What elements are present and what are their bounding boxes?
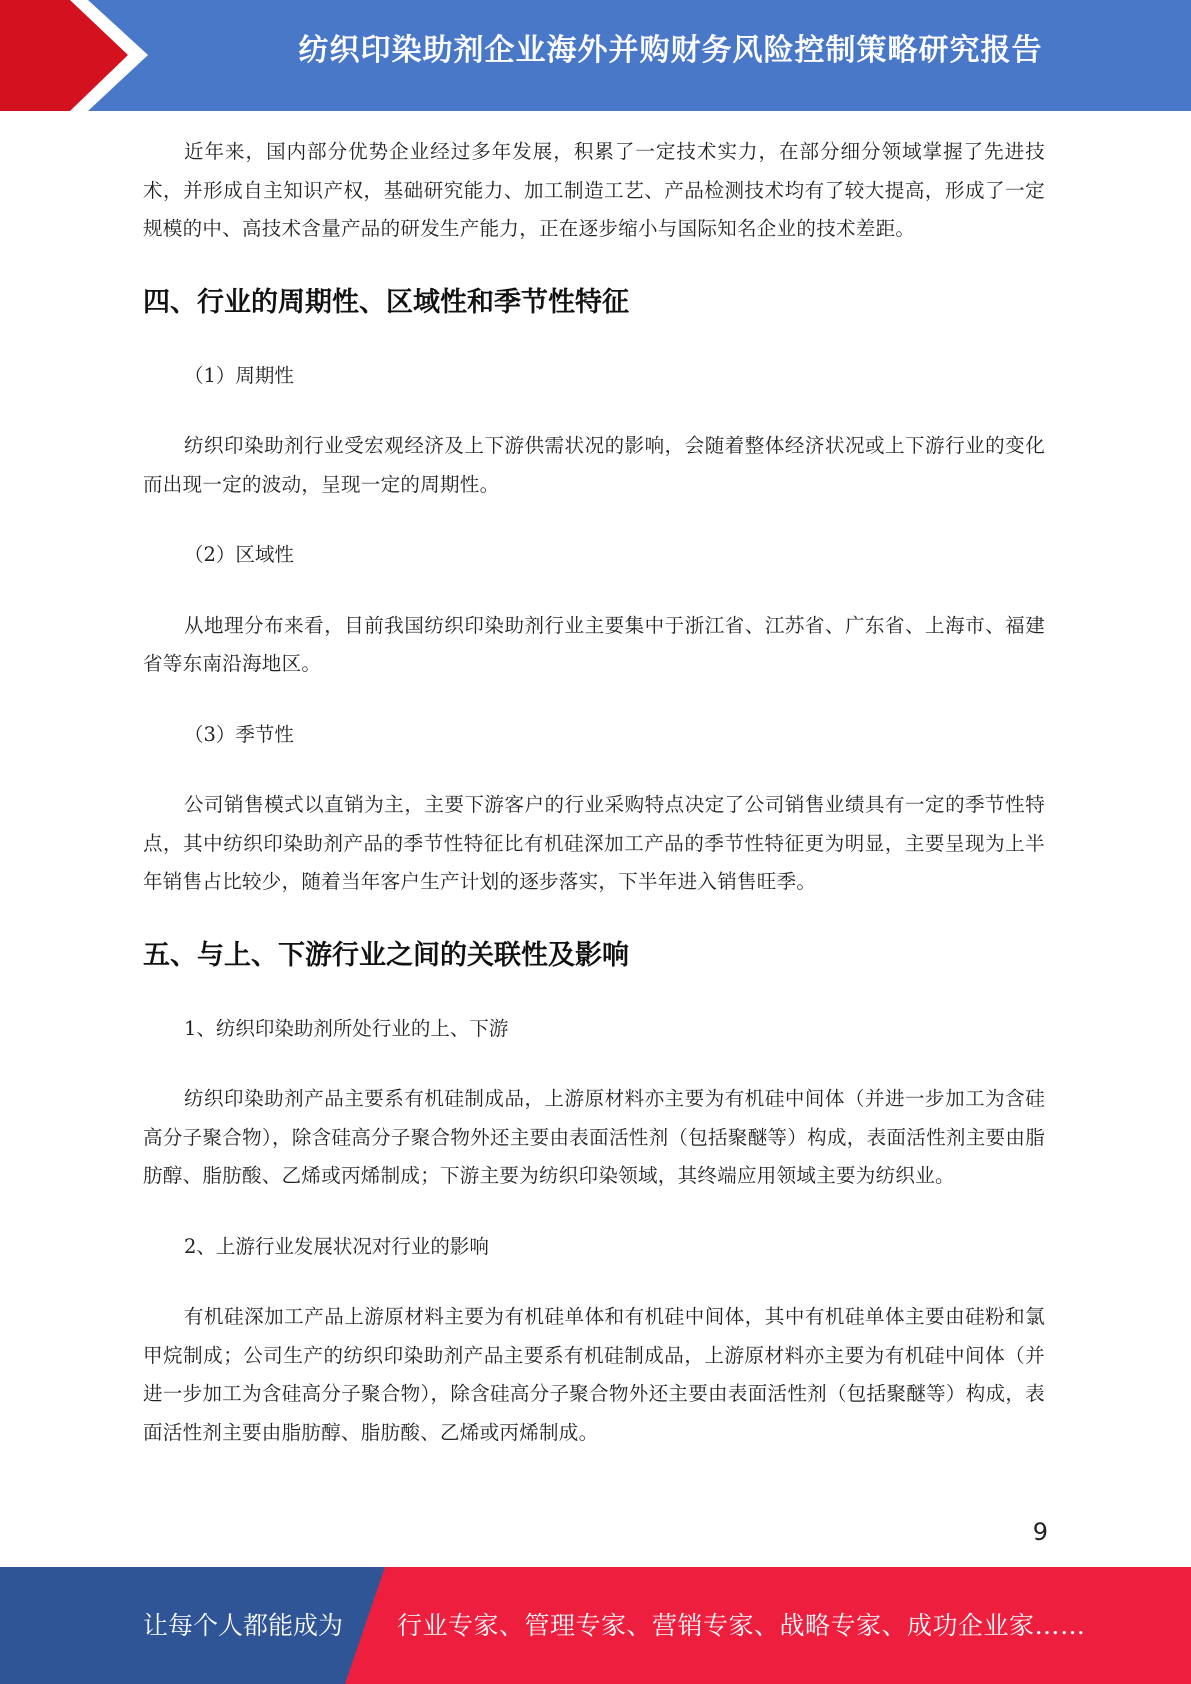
paragraph-upstream-downstream: 纺织印染助剂产品主要系有机硅制成品，上游原材料亦主要为有机硅中间体（并进一步加工为含硅高分子聚合物），除含硅高分子聚合物外还主要由表面活性剂（包括聚醚等）构成，表面活性剂主要由脂肪醇、脂肪酸、乙烯或丙烯制成；下游主要为纺织印染领域，其终端应用领域主要为纺织业。 bbox=[143, 1087, 1045, 1187]
paragraph-cyclicality: 纺织印染助剂行业受宏观经济及上下游供需状况的影响，会随着整体经济状况或上下游行业的变化而出现一定的波动，呈现一定的周期性。 bbox=[143, 434, 1045, 496]
subheading-seasonality: （3）季节性 bbox=[184, 722, 294, 746]
page-number: 9 bbox=[1032, 1518, 1048, 1546]
footer-slogan-left: 让每个人都能成为 bbox=[143, 1611, 344, 1640]
subheading-upstream-downstream: 1、纺织印染助剂所处行业的上、下游 bbox=[184, 1016, 509, 1040]
subheading-upstream-impact: 2、上游行业发展状况对行业的影响 bbox=[184, 1234, 489, 1258]
paragraph-tech-strength: 近年来，国内部分优势企业经过多年发展，积累了一定技术实力，在部分细分领域掌握了先进技术，并形成自主知识产权，基础研究能力、加工制造工艺、产品检测技术均有了较大提高，形成了一定规模的中、高技术含量产品的研发生产能力，正在逐步缩小与国际知名企业的技术差距。 bbox=[143, 140, 1045, 240]
header-title: 纺织印染助剂企业海外并购财务风险控制策略研究报告 bbox=[298, 33, 1043, 68]
subheading-regionality: （2）区域性 bbox=[184, 543, 294, 566]
footer-slogan-right: 行业专家、管理专家、营销专家、战略专家、成功企业家…… bbox=[397, 1611, 1086, 1640]
document-body bbox=[143, 133, 1045, 1452]
subheading-cyclicality: （1）周期性 bbox=[184, 363, 294, 387]
page-footer bbox=[0, 1567, 1191, 1684]
section-title-4: 四、行业的周期性、区域性和季节性特征 bbox=[143, 286, 629, 318]
page-header bbox=[0, 0, 1191, 111]
paragraph-seasonality: 公司销售模式以直销为主，主要下游客户的行业采购特点决定了公司销售业绩具有一定的季节性特点，其中纺织印染助剂产品的季节性特征比有机硅深加工产品的季节性特征更为明显，主要呈现为上半年销售占比较少，随着当年客户生产计划的逐步落实，下半年进入销售旺季。 bbox=[143, 793, 1045, 893]
section-title-5: 五、与上、下游行业之间的关联性及影响 bbox=[143, 939, 629, 971]
paragraph-regionality: 从地理分布来看，目前我国纺织印染助剂行业主要集中于浙江省、江苏省、广东省、上海市、福建省等东南沿海地区。 bbox=[143, 613, 1045, 675]
paragraph-upstream-impact: 有机硅深加工产品上游原材料主要为有机硅单体和有机硅中间体，其中有机硅单体主要由硅粉和氯甲烷制成；公司生产的纺织印染助剂产品主要系有机硅制成品，上游原材料亦主要为有机硅中间体（并进一步加工为含硅高分子聚合物），除含硅高分子聚合物外还主要由表面活性剂（包括聚醚等）构成，表面活性剂主要由脂肪醇、脂肪酸、乙烯或丙烯制成。 bbox=[143, 1305, 1045, 1444]
